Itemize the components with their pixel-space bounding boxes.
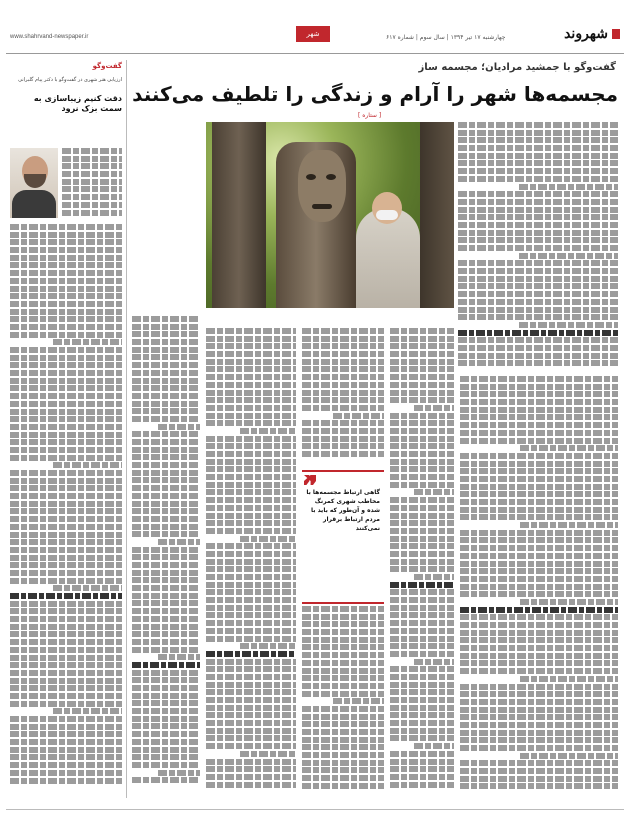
sidebar-subheading: ارزیابی هنر شهری در گفت‌وگو با دکتر پیام گلبرانی [18, 77, 122, 83]
footer-divider [6, 809, 624, 810]
article-byline: [ ستاره ] [358, 112, 382, 119]
photo-caption [206, 310, 454, 324]
article-photo [206, 122, 454, 308]
article-column-4 [206, 328, 296, 792]
sidebar-article [10, 62, 122, 792]
pull-quote-text: گاهی ارتباط مجسمه‌ها با مخاطب شهری کمرنگ شده و آن‌طور که باید با مردم ارتباط برقرار نمی‌کنند [306, 489, 380, 532]
sidebar-headline: دقت کنیم زیباسازی به سمت بزک نرود [33, 94, 122, 113]
section-tag: شهر [296, 26, 330, 42]
sidebar-tag: گفت‌وگو [92, 62, 122, 70]
header-divider [6, 53, 624, 54]
article-intro-column [458, 122, 618, 372]
dateline: چهارشنبه ۱۷ تیر ۱۳۹۴ | سال سوم | شماره ۶۱۷ [386, 34, 506, 41]
newspaper-logo [564, 26, 620, 42]
wooden-sculpture [298, 150, 346, 222]
article-column-3a [302, 328, 384, 464]
quote-mark-icon [304, 475, 316, 485]
article-kicker: گفت‌وگو با جمشید مرادیان؛ مجسمه ساز [418, 62, 616, 73]
sidebar-body-text [10, 224, 122, 792]
sidebar-intro-text [62, 148, 122, 218]
logo-mark-icon [612, 29, 620, 39]
site-url[interactable]: www.shahrvand-newspaper.ir [10, 34, 89, 40]
pull-quote [302, 470, 384, 604]
masthead [6, 22, 624, 52]
article-column-5 [132, 316, 200, 792]
article-column-1 [460, 376, 618, 792]
article-column-3b [302, 606, 384, 792]
portrait-photo [10, 148, 58, 218]
logo-text: شهروند [564, 26, 608, 42]
article-column-2 [390, 328, 454, 792]
column-divider [126, 60, 127, 798]
article-headline: مجسمه‌ها شهر را آرام و زندگی را تلطیف می‌کنند [132, 82, 618, 106]
